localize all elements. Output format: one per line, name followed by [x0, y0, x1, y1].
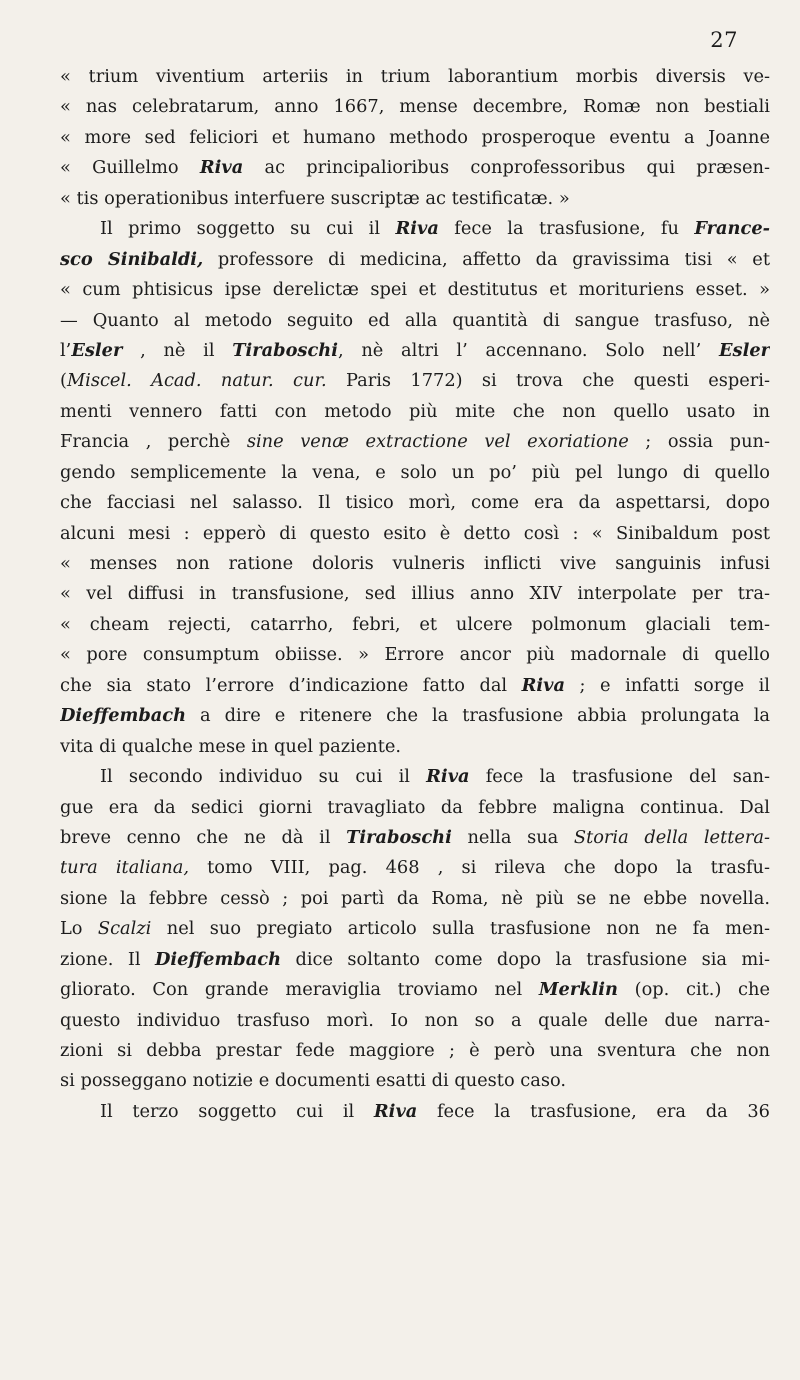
text-segment: che facciasi nel salasso. Il tisico morì, come era da aspettarsi, dopo	[60, 492, 770, 514]
text-segment: (op. cit.) che	[617, 979, 770, 1001]
text-segment: fece la trasfusione, fu	[438, 218, 695, 240]
text-segment: « more sed feliciori et humano methodo prosperoque eventu a Joanne	[60, 126, 770, 148]
text-segment: Il terzo soggetto cui il	[100, 1100, 374, 1122]
text-line	[60, 853, 770, 883]
emphasized-text: Esler	[71, 339, 123, 361]
text-line	[60, 123, 770, 153]
text-segment: ac principalioribus conprofessoribus qui præsen-	[243, 157, 770, 179]
text-segment: questo individuo trasfuso morì. Io non so a quale delle due narra-	[60, 1009, 770, 1031]
emphasized-text: Scalzi	[97, 918, 152, 940]
text-line	[60, 397, 770, 427]
text-segment: tomo VIII, pag. 468 , si rileva che dopo la trasfu-	[188, 857, 770, 879]
text-line	[60, 336, 770, 366]
text-segment: « tis operationibus interfuere suscriptæ ac testificatæ. »	[60, 187, 570, 209]
emphasized-text: Miscel. Acad. natur. cur.	[66, 370, 327, 392]
text-line	[60, 62, 770, 92]
text-segment: ; ossia pun-	[628, 431, 770, 453]
text-line	[60, 610, 770, 640]
text-line	[60, 184, 770, 214]
text-line	[60, 762, 770, 792]
text-segment: (	[60, 370, 67, 392]
text-line	[60, 975, 770, 1005]
text-segment: menti vennero fatti con metodo più mite che non quello usato in	[60, 400, 770, 422]
text-line	[60, 671, 770, 701]
emphasized-text: sine venæ extractione vel exoriatione	[246, 431, 629, 453]
text-line	[60, 884, 770, 914]
text-line	[60, 1036, 770, 1066]
emphasized-text: Storia della lettera-	[573, 826, 770, 848]
text-segment: , nè il	[122, 339, 233, 361]
text-segment: Il secondo individuo su cui il	[100, 766, 427, 788]
emphasized-text: Riva	[373, 1100, 418, 1122]
text-segment: , nè altri l’ accennano. Solo nell’	[337, 339, 719, 361]
body-text	[60, 62, 770, 1127]
text-segment: professore di medicina, affetto da gravissima tisi « et	[203, 248, 770, 270]
text-line	[60, 1006, 770, 1036]
emphasized-text: Riva	[521, 674, 566, 696]
text-segment: ; e infatti sorge il	[565, 674, 770, 696]
emphasized-text: Tiraboschi	[232, 339, 338, 361]
emphasized-text: Riva	[426, 766, 470, 788]
text-segment: « nas celebratarum, anno 1667, mense decembre, Romæ non bestiali	[60, 96, 770, 118]
text-segment: « vel diffusi in transfusione, sed illius anno XIV interpolate per tra-	[60, 583, 770, 605]
emphasized-text: Tiraboschi	[346, 826, 452, 848]
text-segment: si posseggano notizie e documenti esatti di questo caso.	[60, 1070, 567, 1092]
text-line	[60, 245, 770, 275]
text-segment: « menses non ratione doloris vulneris inflicti vive sanguinis infusi	[60, 553, 770, 574]
emphasized-text: Merklin	[538, 979, 618, 1001]
text-segment: « pore consumptum obiisse. » Errore ancor più madornale di quello	[60, 644, 770, 666]
emphasized-text: Riva	[199, 157, 244, 179]
text-segment: fece la trasfusione del san-	[469, 766, 770, 788]
text-line	[60, 92, 770, 122]
text-segment: l’	[60, 339, 72, 361]
text-segment: Il primo soggetto su cui il	[100, 218, 396, 240]
text-segment: Lo	[60, 918, 98, 940]
text-line	[60, 1097, 770, 1127]
page-number: 27	[710, 28, 738, 52]
emphasized-text: Riva	[395, 218, 439, 240]
emphasized-text: France-	[694, 218, 770, 240]
text-line	[60, 914, 770, 944]
text-segment: gue era da sedici giorni travagliato da febbre maligna continua. Dal	[60, 796, 770, 818]
emphasized-text: tura italiana,	[60, 857, 189, 879]
text-line	[60, 366, 770, 396]
text-segment: a dire e ritenere che la trasfusione abbia prolungata la	[186, 705, 770, 727]
text-segment: fece la trasfusione, era da 36	[417, 1100, 770, 1122]
text-segment: alcuni mesi : epperò di questo esito è detto così : « Sinibaldum post	[60, 522, 770, 544]
text-segment: gliorato. Con grande meraviglia troviamo nel	[60, 979, 539, 1001]
text-line	[60, 306, 770, 336]
emphasized-text: Esler	[719, 339, 770, 361]
text-line	[60, 701, 770, 731]
text-line	[60, 579, 770, 609]
text-line	[60, 945, 770, 975]
text-segment: Francia , perchè	[60, 431, 247, 453]
text-segment: gendo semplicemente la vena, e solo un po’ più pel lungo di quello	[60, 461, 770, 483]
text-line	[60, 519, 770, 549]
text-line	[60, 549, 770, 579]
text-line	[60, 823, 770, 853]
text-segment: zione. Il	[60, 948, 155, 970]
text-segment: che sia stato l’errore d’indicazione fatto dal	[60, 674, 522, 696]
text-segment: — Quanto al metodo seguito ed alla quantità di sangue trasfuso, nè	[60, 309, 770, 331]
emphasized-text: sco Sinibaldi,	[60, 248, 204, 270]
text-line	[60, 275, 770, 305]
text-segment: Paris 1772) si trova che questi esperi-	[326, 370, 770, 392]
text-segment: « trium viventium arteriis in trium laborantium morbis diversis ve-	[60, 66, 770, 87]
text-segment: sione la febbre cessò ; poi partì da Roma, nè più se ne ebbe novella.	[60, 887, 770, 909]
emphasized-text: Dieffembach	[60, 705, 187, 727]
text-segment: « cheam rejecti, catarrho, febri, et ulcere polmonum glaciali tem-	[60, 613, 770, 635]
text-line	[60, 458, 770, 488]
text-segment: zioni si debba prestar fede maggiore ; è però una sventura che non	[60, 1040, 770, 1061]
emphasized-text: Dieffembach	[154, 948, 282, 970]
text-segment: nella sua	[451, 826, 574, 848]
text-line	[60, 488, 770, 518]
text-segment: « cum phtisicus ipse derelictæ spei et destitutus et morituriens esset. »	[60, 279, 770, 301]
text-line	[60, 732, 770, 762]
text-line	[60, 214, 770, 244]
text-segment: vita di qualche mese in quel paziente.	[60, 735, 402, 757]
text-segment: nel suo pregiato articolo sulla trasfusione non ne fa men-	[151, 918, 770, 940]
text-line	[60, 640, 770, 670]
text-line	[60, 793, 770, 823]
text-line	[60, 1066, 770, 1096]
text-segment: breve cenno che ne dà il	[60, 826, 347, 848]
text-line	[60, 153, 770, 183]
text-segment: dice soltanto come dopo la trasfusione sia mi-	[281, 948, 770, 970]
text-line	[60, 427, 770, 457]
text-segment: « Guillelmo	[60, 157, 200, 179]
